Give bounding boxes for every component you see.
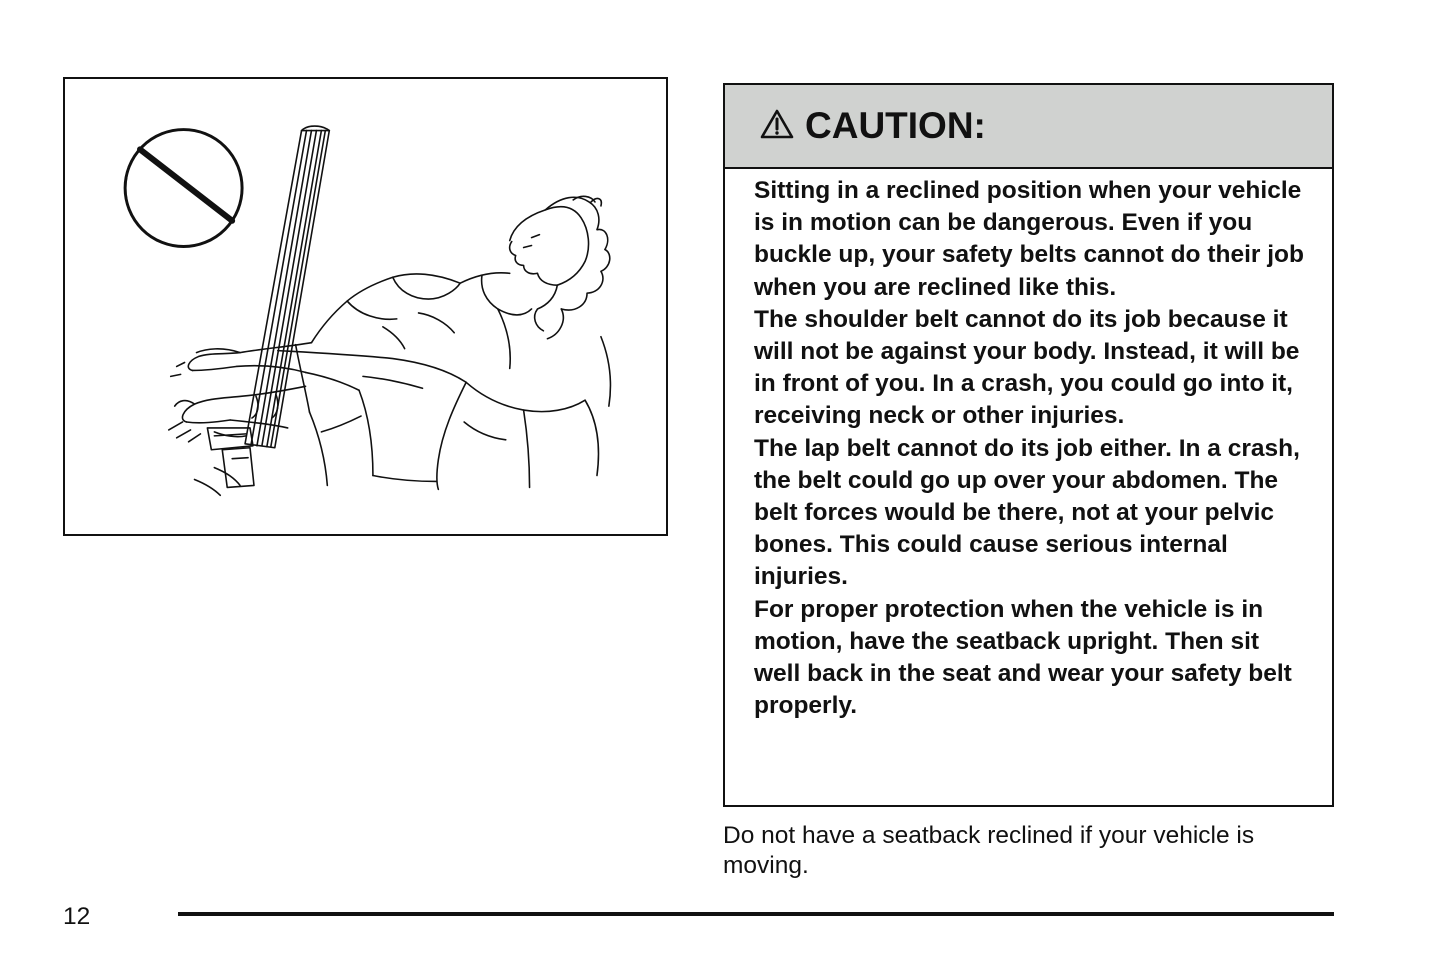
prohibition-icon [125, 130, 242, 247]
caution-header [725, 85, 1332, 169]
lap-and-seat [195, 382, 506, 495]
warning-triangle-icon [759, 108, 795, 140]
caution-paragraph-lap-belt: The lap belt cannot do its job either. In a crash, the belt could go up over your abdomen. The belt forces would be there, not at your pelvic bones. This could cause serious internal injuries. [754, 434, 1300, 591]
torso [278, 273, 611, 488]
caution-title: CAUTION: [805, 105, 986, 146]
caution-box [723, 83, 1334, 807]
page-number: 12 [63, 903, 91, 930]
reclined-occupant-illustration [65, 79, 666, 534]
caution-paragraph-shoulder-belt: The shoulder belt cannot do its job because it will not be against your body. Instead, it will be in front of you. In a crash, you could go into it, receiving neck or other injuries. [754, 305, 1300, 430]
footer-divider [178, 912, 1334, 916]
body-note-text: Do not have a seatback reclined if your vehicle is moving. [723, 822, 1255, 879]
caution-body [725, 169, 1332, 722]
head [510, 196, 610, 338]
caution-paragraph-reclined-danger: Sitting in a reclined position when your vehicle is in motion can be dangerous. Even if you buckle up, your safety belts cannot do their job when you are reclined like this. [754, 177, 1304, 301]
caution-paragraph-proper-protection: For proper protection when the vehicle is in motion, have the seatback upright. Then sit well back in the seat and wear your safety belt properly. [754, 595, 1292, 720]
seatbelt-illustration-figure [63, 77, 668, 536]
